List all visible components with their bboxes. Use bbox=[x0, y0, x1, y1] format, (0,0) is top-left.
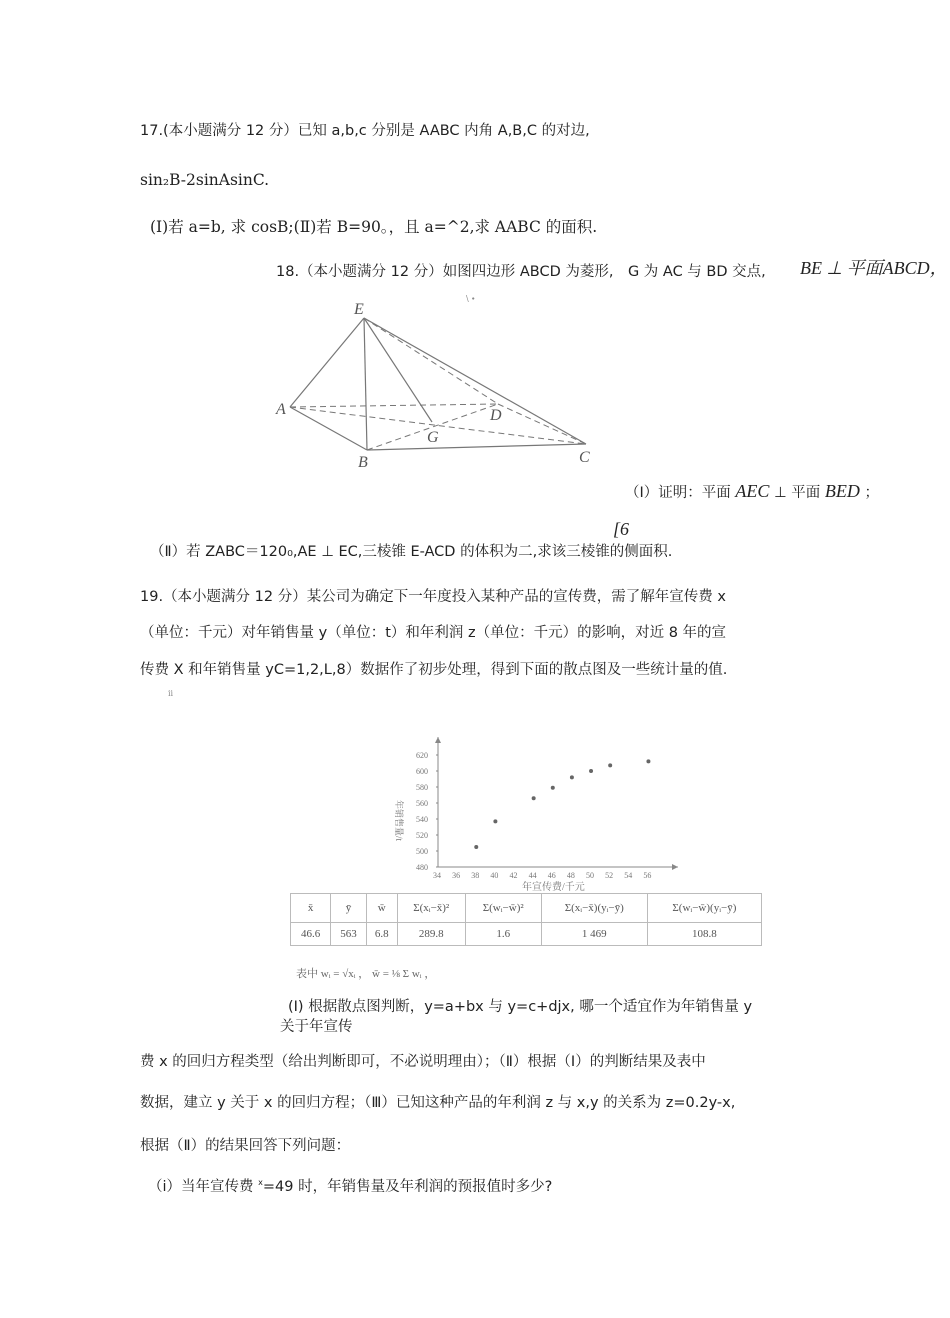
q19-part1a: (Ⅰ) 根据散点图判断，y=a+bx 与 y=c+djx, 哪一个适宜作为年销售量 y bbox=[288, 999, 753, 1015]
table-header: Σ(wᵢ−w̄)(yᵢ−ȳ) bbox=[647, 894, 761, 923]
y-axis-arrow bbox=[435, 737, 441, 743]
q19-line3: 传费 X 和年销售量 yC=1,2,L,8）数据作了初步处理，得到下面的散点图及一些统计量的值. bbox=[140, 662, 728, 678]
x-tick-label: 46 bbox=[547, 871, 556, 880]
label-D: D bbox=[490, 407, 502, 424]
scatter-chart bbox=[370, 730, 700, 895]
q19-line4: 费 x 的回归方程类型（给出判断即可，不必说明理由）；（Ⅱ）根据（Ⅰ）的判断结果及表中 bbox=[140, 1054, 706, 1070]
table-header-row bbox=[291, 894, 762, 923]
q18-part1 bbox=[625, 481, 879, 503]
y-tick-label: 500 bbox=[416, 847, 428, 856]
q17-line3: (Ⅰ)若 a=b, 求 cosB;(Ⅱ)若 B=90。，且 a=^2,求 AABC 的面积. bbox=[150, 218, 598, 236]
table-cell: 1 469 bbox=[541, 923, 647, 946]
x-tick-label: 44 bbox=[528, 871, 537, 880]
q18-frac: [6 bbox=[613, 519, 630, 539]
q18-line1: 18.（本小题满分 12 分）如图四边形 ABCD 为菱形, G 为 AC 与 BD 交点, bbox=[276, 264, 766, 280]
y-tick-label: 580 bbox=[416, 783, 428, 792]
q18-part1-text: （Ⅰ）证明：平面 bbox=[625, 485, 731, 501]
x-tick-label: 42 bbox=[509, 871, 518, 880]
q18-part1-mid: ⊥ 平面 bbox=[774, 485, 821, 501]
scatter-point bbox=[532, 796, 536, 800]
q19-line7a: （i）当年宣传费 bbox=[148, 1178, 259, 1195]
y-tick-label: 540 bbox=[416, 815, 428, 824]
q18-part2: （Ⅱ）若 ZABC＝120₀,AE ⊥ EC,三棱锥 E-ACD 的体积为二,求该三棱锥的侧面积. bbox=[150, 544, 673, 560]
x-axis-arrow bbox=[672, 864, 678, 870]
table-cell: 563 bbox=[331, 923, 367, 946]
q19-line7-sup: x bbox=[258, 1178, 263, 1187]
q19-line1: 19.（本小题满分 12 分）某公司为确定下一年度投入某种产品的宣传费，需了解年宣传费 x bbox=[140, 589, 726, 605]
table-row bbox=[291, 923, 762, 946]
table-cell: 6.8 bbox=[366, 923, 397, 946]
y-tick-label: 620 bbox=[416, 751, 428, 760]
q18-part1-m1: AEC bbox=[735, 481, 770, 501]
q18-part1-m2: BED bbox=[824, 481, 860, 501]
scatter-point bbox=[551, 786, 555, 790]
table-header: ȳ bbox=[331, 894, 367, 923]
label-C: C bbox=[579, 449, 590, 466]
scatter-point bbox=[589, 769, 593, 773]
scatter-point bbox=[608, 763, 612, 767]
scatter-point bbox=[570, 775, 574, 779]
label-E: E bbox=[354, 301, 364, 318]
scatter-point bbox=[474, 845, 478, 849]
table-header: Σ(xᵢ−x̄)(yᵢ−ȳ) bbox=[541, 894, 647, 923]
x-tick-label: 48 bbox=[566, 871, 575, 880]
y-tick-label: 600 bbox=[416, 767, 428, 776]
table-header: x̄ bbox=[291, 894, 331, 923]
q17-line1: 17.(本小题满分 12 分）已知 a,b,c 分别是 AABC 内角 A,B,C 的对边, bbox=[140, 123, 590, 139]
label-A: A bbox=[276, 401, 286, 418]
q18-mark: \ ∙ bbox=[466, 294, 476, 303]
x-tick-label: 34 bbox=[433, 871, 441, 880]
label-G: G bbox=[427, 429, 439, 446]
table-cell: 1.6 bbox=[465, 923, 541, 946]
q19-part1b: 关于年宣传 bbox=[280, 1019, 353, 1035]
q19-line5: 数据，建立 y 关于 x 的回归方程；（Ⅲ）已知这种产品的年利润 z 与 x,y 的关系为 z=0.2y-x, bbox=[140, 1095, 736, 1111]
q19-line6: 根据（Ⅱ）的结果回答下列问题： bbox=[140, 1138, 351, 1154]
table-note: 表中 wᵢ = √xᵢ ， w̄ = ⅛ Σ wᵢ ， bbox=[296, 968, 436, 980]
q19-line7b: =49 时，年销售量及年利润的预报值时多少? bbox=[262, 1178, 553, 1195]
q19-line2: （单位：千元）对年销售量 y（单位：t）和年利润 z（单位：千元）的影响，对近 8 年的宣 bbox=[140, 625, 727, 641]
q18-part1-end: ； bbox=[864, 485, 879, 501]
label-B: B bbox=[358, 454, 368, 471]
table-cell: 289.8 bbox=[397, 923, 465, 946]
y-tick-label: 520 bbox=[416, 831, 428, 840]
scatter-point bbox=[646, 759, 650, 763]
x-tick-label: 54 bbox=[624, 871, 633, 880]
x-tick-label: 36 bbox=[452, 871, 461, 880]
x-tick-label: 50 bbox=[586, 871, 595, 880]
pyramid-figure bbox=[270, 292, 600, 472]
y-tick-label: 480 bbox=[416, 863, 428, 872]
table-header: w̄ bbox=[366, 894, 397, 923]
q17-line2: sin₂B-2sinAsinC. bbox=[140, 171, 270, 189]
x-tick-label: 40 bbox=[490, 871, 499, 880]
table-cell: 108.8 bbox=[647, 923, 761, 946]
q19-line7 bbox=[148, 1173, 552, 1197]
y-tick-label: 560 bbox=[416, 799, 428, 808]
q18-math1: BE ⊥ 平面ABCD， bbox=[800, 258, 948, 278]
x-tick-label: 56 bbox=[643, 871, 652, 880]
scatter-point bbox=[493, 819, 497, 823]
stats-table bbox=[290, 893, 762, 946]
x-axis-label: 年宣传费/千元 bbox=[522, 882, 585, 893]
q19-tiny: ii bbox=[168, 689, 174, 698]
table-header: Σ(wᵢ−w̄)² bbox=[465, 894, 541, 923]
x-tick-label: 38 bbox=[471, 871, 480, 880]
table-header: Σ(xᵢ−x̄)² bbox=[397, 894, 465, 923]
table-cell: 46.6 bbox=[291, 923, 331, 946]
x-tick-label: 52 bbox=[605, 871, 614, 880]
y-axis-label: 年销售量/t bbox=[394, 800, 404, 842]
